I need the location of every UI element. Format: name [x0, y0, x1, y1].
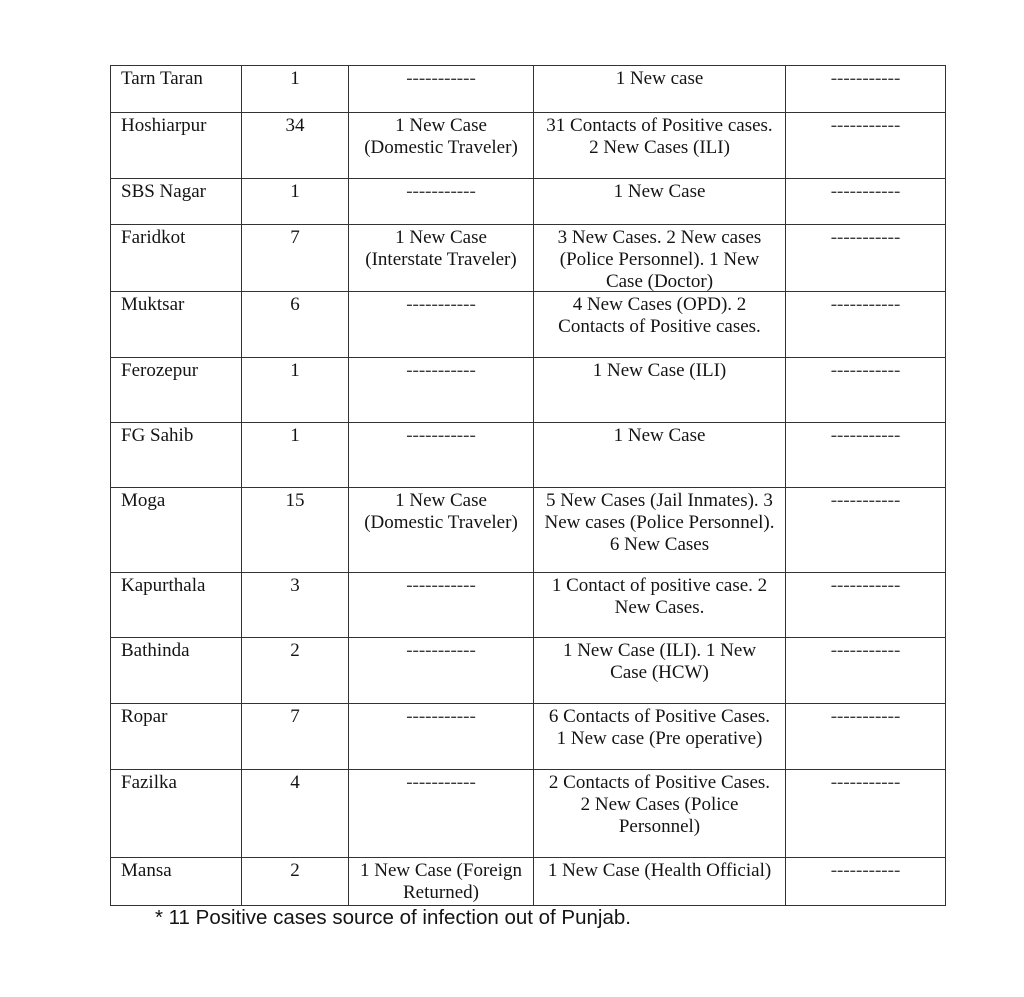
local-source: 31 Contacts of Positive cases. 2 New Cases (ILI) — [534, 113, 786, 179]
case-count: 3 — [242, 573, 349, 638]
travel-source: 1 New Case (Foreign Returned) — [349, 858, 534, 906]
case-count: 1 — [242, 358, 349, 423]
travel-source: ----------- — [349, 358, 534, 423]
travel-source: 1 New Case (Domestic Traveler) — [349, 488, 534, 573]
local-source: 1 New Case — [534, 179, 786, 225]
travel-source: ----------- — [349, 423, 534, 488]
local-source: 4 New Cases (OPD). 2 Contacts of Positive cases. — [534, 292, 786, 358]
other-source: ----------- — [786, 770, 946, 858]
district-name: Ferozepur — [111, 358, 242, 423]
district-name: Mansa — [111, 858, 242, 906]
other-source: ----------- — [786, 292, 946, 358]
district-name: Hoshiarpur — [111, 113, 242, 179]
case-count: 2 — [242, 638, 349, 704]
case-count: 1 — [242, 179, 349, 225]
other-source: ----------- — [786, 225, 946, 292]
district-name: Fazilka — [111, 770, 242, 858]
travel-source: ----------- — [349, 66, 534, 113]
district-name: SBS Nagar — [111, 179, 242, 225]
travel-source: ----------- — [349, 770, 534, 858]
district-name: Ropar — [111, 704, 242, 770]
travel-source: 1 New Case (Domestic Traveler) — [349, 113, 534, 179]
case-count: 15 — [242, 488, 349, 573]
travel-source: ----------- — [349, 704, 534, 770]
district-cases-table — [110, 65, 946, 906]
case-count: 2 — [242, 858, 349, 906]
district-name: Kapurthala — [111, 573, 242, 638]
district-name: Muktsar — [111, 292, 242, 358]
travel-source: ----------- — [349, 638, 534, 704]
local-source: 1 New Case (ILI). 1 New Case (HCW) — [534, 638, 786, 704]
case-count: 7 — [242, 704, 349, 770]
footnote: * 11 Positive cases source of infection out of Punjab. — [155, 906, 631, 929]
district-name: Bathinda — [111, 638, 242, 704]
local-source: 6 Contacts of Positive Cases. 1 New case (Pre operative) — [534, 704, 786, 770]
other-source: ----------- — [786, 423, 946, 488]
local-source: 1 Contact of positive case. 2 New Cases. — [534, 573, 786, 638]
other-source: ----------- — [786, 179, 946, 225]
other-source: ----------- — [786, 66, 946, 113]
district-name: Tarn Taran — [111, 66, 242, 113]
other-source: ----------- — [786, 858, 946, 906]
local-source: 5 New Cases (Jail Inmates). 3 New cases (Police Personnel). 6 New Cases — [534, 488, 786, 573]
case-count: 34 — [242, 113, 349, 179]
district-name: Faridkot — [111, 225, 242, 292]
local-source: 2 Contacts of Positive Cases. 2 New Cases (Police Personnel) — [534, 770, 786, 858]
other-source: ----------- — [786, 573, 946, 638]
local-source: 1 New case — [534, 66, 786, 113]
case-count: 1 — [242, 66, 349, 113]
other-source: ----------- — [786, 488, 946, 573]
travel-source: 1 New Case (Interstate Traveler) — [349, 225, 534, 292]
case-count: 7 — [242, 225, 349, 292]
case-count: 6 — [242, 292, 349, 358]
district-name: Moga — [111, 488, 242, 573]
travel-source: ----------- — [349, 573, 534, 638]
district-name: FG Sahib — [111, 423, 242, 488]
travel-source: ----------- — [349, 292, 534, 358]
local-source: 1 New Case (ILI) — [534, 358, 786, 423]
other-source: ----------- — [786, 358, 946, 423]
local-source: 1 New Case — [534, 423, 786, 488]
other-source: ----------- — [786, 113, 946, 179]
local-source: 1 New Case (Health Official) — [534, 858, 786, 906]
case-count: 1 — [242, 423, 349, 488]
other-source: ----------- — [786, 638, 946, 704]
case-count: 4 — [242, 770, 349, 858]
other-source: ----------- — [786, 704, 946, 770]
travel-source: ----------- — [349, 179, 534, 225]
local-source: 3 New Cases. 2 New cases (Police Personnel). 1 New Case (Doctor) — [534, 225, 786, 292]
